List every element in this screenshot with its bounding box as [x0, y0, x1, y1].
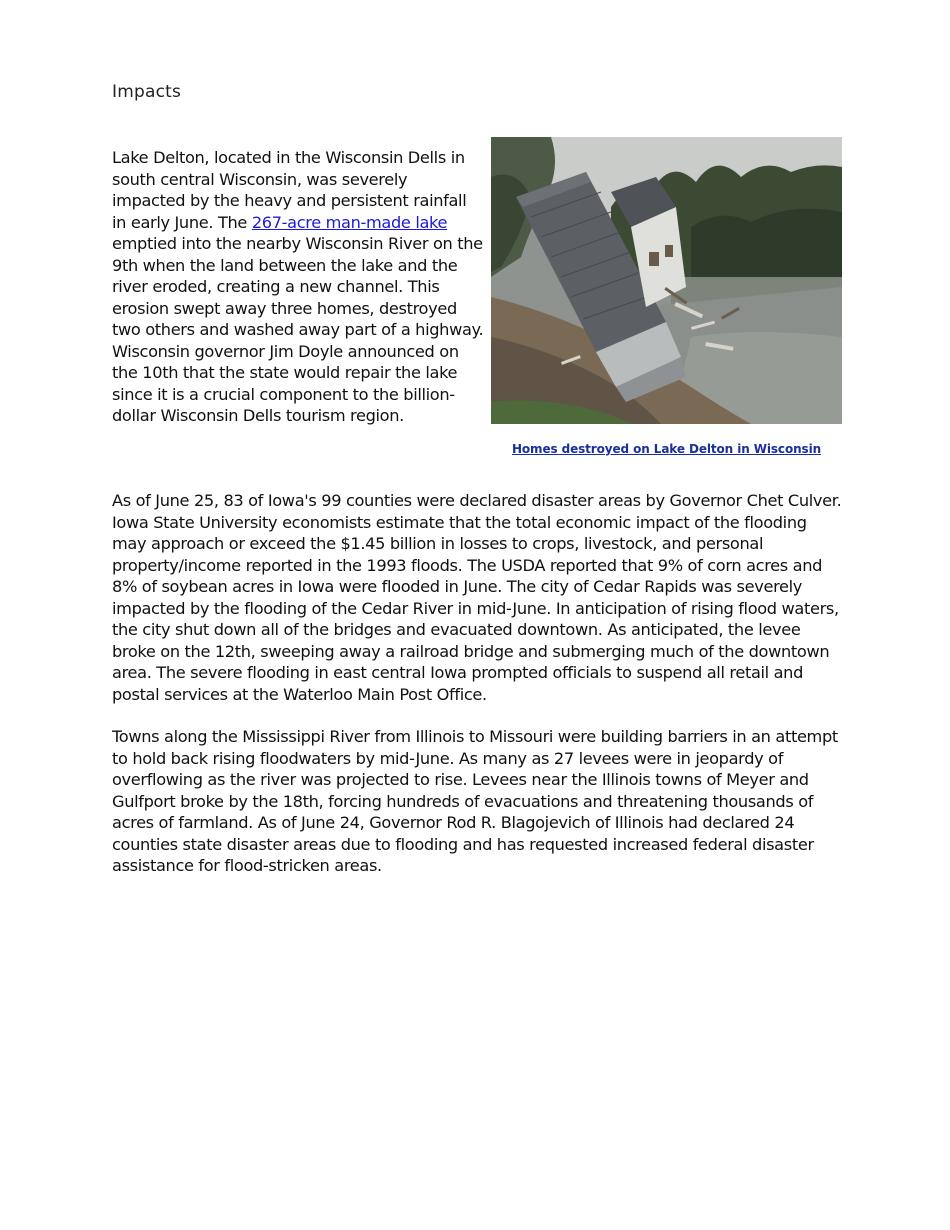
- photo-caption[interactable]: Homes destroyed on Lake Delton in Wisconsin: [511, 442, 822, 456]
- section-heading: Impacts: [112, 82, 182, 102]
- iowa-flooding-paragraph: As of June 25, 83 of Iowa's 99 counties were declared disaster areas by Governor Chet Culver. Iowa State University economists estimate that the total economic impact of the flooding may approach or exceed the $1.45 billion in losses to crops, livestock, and personal property/income reported in the 1993 floods. The USDA reported that 9% of corn acres and 8% of soybean acres in Iowa were flooded in June. The city of Cedar Rapids was severely impacted by the flooding of the Cedar River in mid-June. In anticipation of rising flood waters, the city shut down all of the bridges and evacuated downtown. As anticipated, the levee broke on the 12th, sweeping away a railroad bridge and submerging much of the downtown area. The severe flooding in east central Iowa prompted officials to suspend all retail and postal services at the Waterloo Main Post Office.: [112, 491, 842, 704]
- lake-acreage-link[interactable]: 267-acre man-made lake: [251, 212, 448, 232]
- lake-delton-photo: [491, 137, 842, 424]
- intro-text-after-link: emptied into the nearby Wisconsin River on the 9th when the land between the lake and the river eroded, creating a new channel. This erosion swept away three homes, destroyed two others and washed away part of a highway. Wisconsin governor Jim Doyle announced on the 10th that the state would repair the lake since it is a crucial component to the billion-dollar Wisconsin Dells tourism region.: [112, 234, 484, 425]
- intro-text-before-link: Lake Delton, located in the Wisconsin Dells in south central Wisconsin, was severely impacted by the heavy and persistent rainfall in early June. The: [112, 148, 467, 232]
- intro-paragraph: [112, 147, 484, 427]
- mississippi-levees-paragraph: Towns along the Mississippi River from Illinois to Missouri were building barriers in an attempt to hold back rising floodwaters by mid-June. As many as 27 levees were in jeopardy of overflowing as the river was projected to rise. Levees near the Illinois towns of Meyer and Gulfport broke by the 18th, forcing hundreds of evacuations and threatening thousands of acres of farmland. As of June 24, Governor Rod R. Blagojevich of Illinois had declared 24 counties state disaster areas due to flooding and has requested increased federal disaster assistance for flood-stricken areas.: [112, 727, 838, 875]
